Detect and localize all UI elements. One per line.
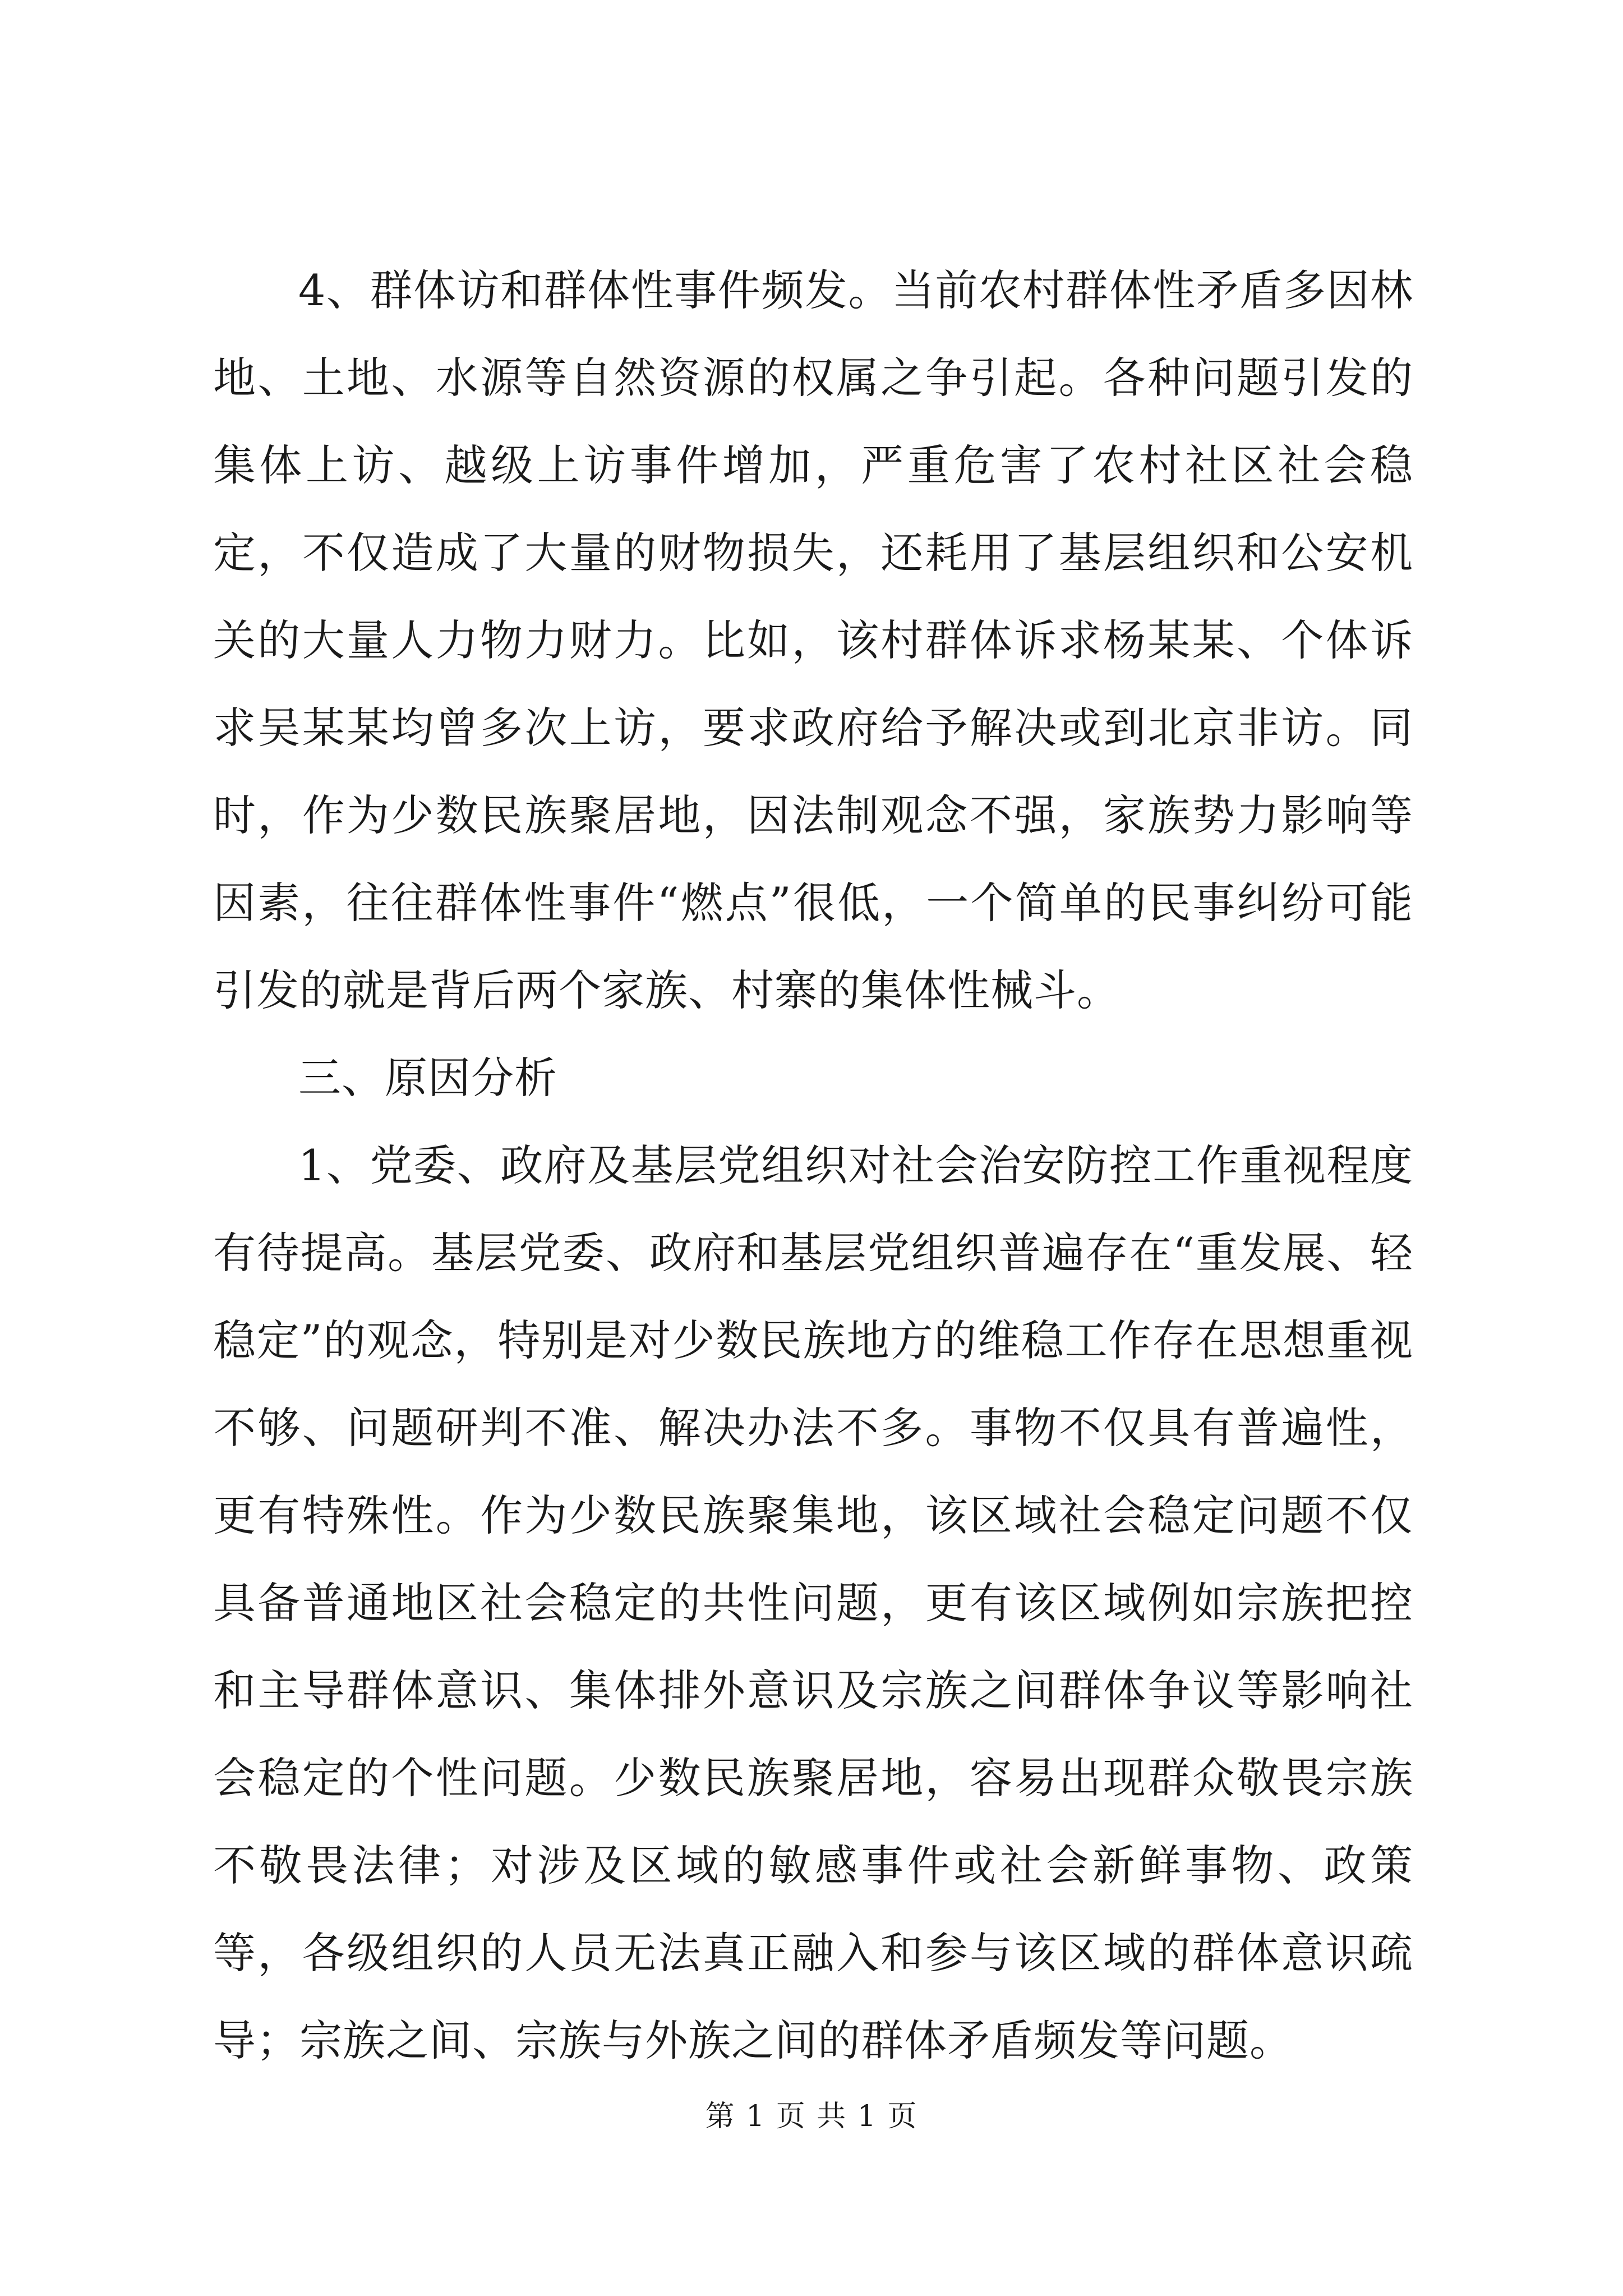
paragraph-group-incidents: 4、群体访和群体性事件频发。当前农村群体性矛盾多因林地、土地、水源等自然资源的权属之争引起。各种问题引发的集体上访、越级上访事件增加，严重危害了农村社区社会稳定，不仅造成了大量的财物损失，还耗用了基层组织和公安机关的大量人力物力财力。比如，该村群体诉求杨某某、个体诉求吴某某均曾多次上访，要求政府给予解决或到北京非访。同时，作为少数民族聚居地，因法制观念不强，家族势力影响等因素，往往群体性事件“燃点”很低，一个简单的民事纠纷可能引发的就是背后两个家族、村寨的集体性械斗。 (213, 265, 1413, 1015)
paragraph-party-attention: 1、党委、政府及基层党组织对社会治安防控工作重视程度有待提高。基层党委、政府和基层党组织普遍存在“重发展、轻稳定”的观念，特别是对少数民族地方的维稳工作存在思想重视不够、问题研判不准、解决办法不多。事物不仅具有普遍性，更有特殊性。作为少数民族聚集地，该区域社会稳定问题不仅具备普通地区社会稳定的共性问题，更有该区域例如宗族把控和主导群体意识、集体排外意识及宗族之间群体争议等影响社会稳定的个性问题。少数民族聚居地，容易出现群众敬畏宗族不敬畏法律；对涉及区域的敏感事件或社会新鲜事物、政策等，各级组织的人员无法真正融入和参与该区域的群体意识疏导；宗族之间、宗族与外族之间的群体矛盾频发等问题。 (213, 1140, 1413, 2065)
document-body (213, 247, 1413, 2085)
page-footer: 第 1 页 共 1 页 (705, 2100, 918, 2133)
section-heading-cause-analysis: 三、原因分析 (298, 1053, 557, 1103)
